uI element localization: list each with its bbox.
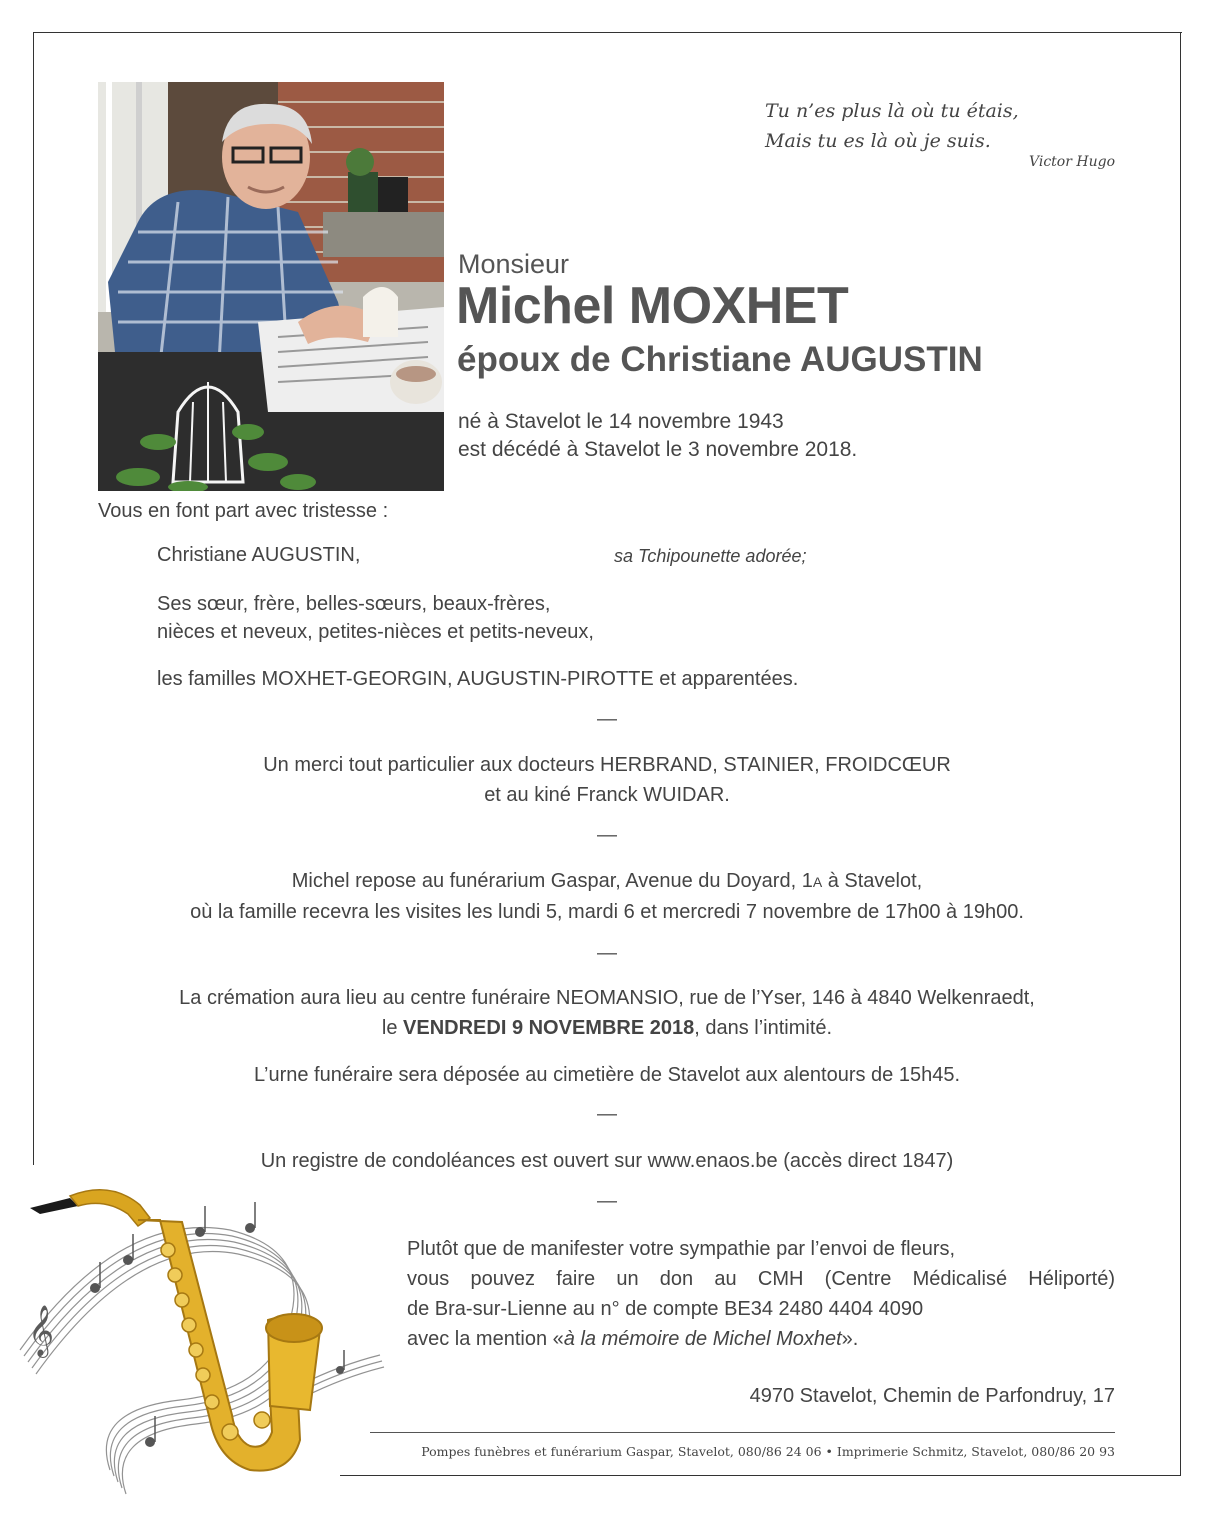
- registry-line: Un registre de condoléances est ouvert sur www.enaos.be (accès direct 1847): [260, 1150, 954, 1172]
- family-intro: Vous en font part avec tristesse :: [98, 500, 389, 522]
- donation-mention: à la mémoire de Michel Moxhet: [563, 1328, 842, 1350]
- donation-block: [407, 1234, 1115, 1354]
- honorific: Monsieur: [458, 249, 570, 279]
- family-address: 4970 Stavelot, Chemin de Parfondruy, 17: [749, 1385, 1115, 1407]
- urn-line: L’urne funéraire sera déposée au cimetière de Stavelot aux alentours de 15h45.: [253, 1064, 961, 1086]
- spouse-line: époux de Christiane AUGUSTIN: [457, 340, 983, 379]
- death-line: est décédé à Stavelot le 3 novembre 2018.: [458, 438, 858, 461]
- cremation-line-2-start: le: [381, 1017, 404, 1039]
- footer-rule: [370, 1432, 1115, 1433]
- donation-mention-end: ».: [841, 1328, 859, 1350]
- siblings-block: [157, 590, 594, 646]
- donation-line-2: vous pouvez faire un don au CMH (Centre Médicalisé Héliporté): [407, 1268, 1115, 1290]
- cremation-date: VENDREDI 9 NOVEMBRE 2018: [403, 1017, 695, 1039]
- donation-mention-start: avec la mention «: [407, 1328, 564, 1350]
- wife-nickname: sa Tchipounette adorée;: [614, 546, 807, 566]
- thanks-line-2: et au kiné Franck WUIDAR.: [484, 784, 730, 806]
- frame-bottom-border: [340, 1475, 1181, 1476]
- cremation-line-1: La crémation aura lieu au centre funéraire NEOMANSIO, rue de l’Yser, 146 à 4840 Welkenraedt,: [179, 987, 1035, 1009]
- frame-top-border: [33, 32, 1182, 33]
- quote-author: Victor Hugo: [1029, 154, 1115, 170]
- visitation-line-1-end: à Stavelot,: [822, 870, 923, 892]
- svg-text:𝄞: 𝄞: [28, 1305, 55, 1356]
- donation-line-4: [407, 1324, 1115, 1354]
- visitation-line-1: [40, 866, 1174, 897]
- frame-left-border: [33, 32, 34, 1165]
- separator-dash: —: [597, 824, 617, 846]
- siblings-line-1: Ses sœur, frère, belles-sœurs, beaux-frères,: [157, 593, 551, 615]
- visitation-line-2: où la famille recevra les visites les lundi 5, mardi 6 et mercredi 7 novembre de 17h00 à 19h00.: [190, 901, 1024, 923]
- siblings-line-2: nièces et neveux, petites-nièces et petits-neveux,: [157, 621, 594, 643]
- quote-line-2: Mais tu es là où je suis.: [765, 130, 991, 152]
- thanks-line-1: Un merci tout particulier aux docteurs HERBRAND, STAINIER, FROIDCŒUR: [263, 754, 951, 776]
- separator-dash: —: [597, 1103, 617, 1125]
- birth-line: né à Stavelot le 14 novembre 1943: [458, 410, 784, 433]
- separator-dash: —: [597, 942, 617, 964]
- portrait-photo: [98, 82, 444, 491]
- deceased-name: Michel MOXHET: [456, 277, 849, 335]
- footer-credits: Pompes funèbres et funérarium Gaspar, Stavelot, 080/86 24 06 • Imprimerie Schmitz, Stavelot, 080/86 20 93: [421, 1444, 1115, 1459]
- visitation-line-1-text: Michel repose au funérarium Gaspar, Avenue du Doyard, 1: [291, 870, 813, 892]
- cremation-line-2-end: , dans l’intimité.: [694, 1017, 833, 1039]
- saxophone-illustration: [0, 1170, 400, 1509]
- visitation-block: [40, 866, 1174, 927]
- cremation-block: [40, 983, 1174, 1043]
- donation-line-1: Plutôt que de manifester votre sympathie par l’envoi de fleurs,: [407, 1238, 956, 1260]
- cremation-line-2: [40, 1013, 1174, 1043]
- donation-line-3: de Bra-sur-Lienne au n° de compte BE34 2480 4404 4090: [407, 1298, 924, 1320]
- quote-line-1: Tu n’es plus là où tu étais,: [765, 100, 1019, 122]
- separator-dash: —: [597, 708, 617, 730]
- frame-right-border: [1180, 32, 1181, 1476]
- families-line: les familles MOXHET-GEORGIN, AUGUSTIN-PIROTTE et apparentées.: [157, 668, 799, 690]
- thanks-block: [40, 750, 1174, 810]
- wife-line: Christiane AUGUSTIN,: [157, 544, 361, 566]
- address-suffix: A: [812, 874, 823, 890]
- epigraph-quote: [765, 96, 1125, 170]
- birth-death-dates: [458, 408, 857, 464]
- separator-dash: —: [597, 1190, 617, 1212]
